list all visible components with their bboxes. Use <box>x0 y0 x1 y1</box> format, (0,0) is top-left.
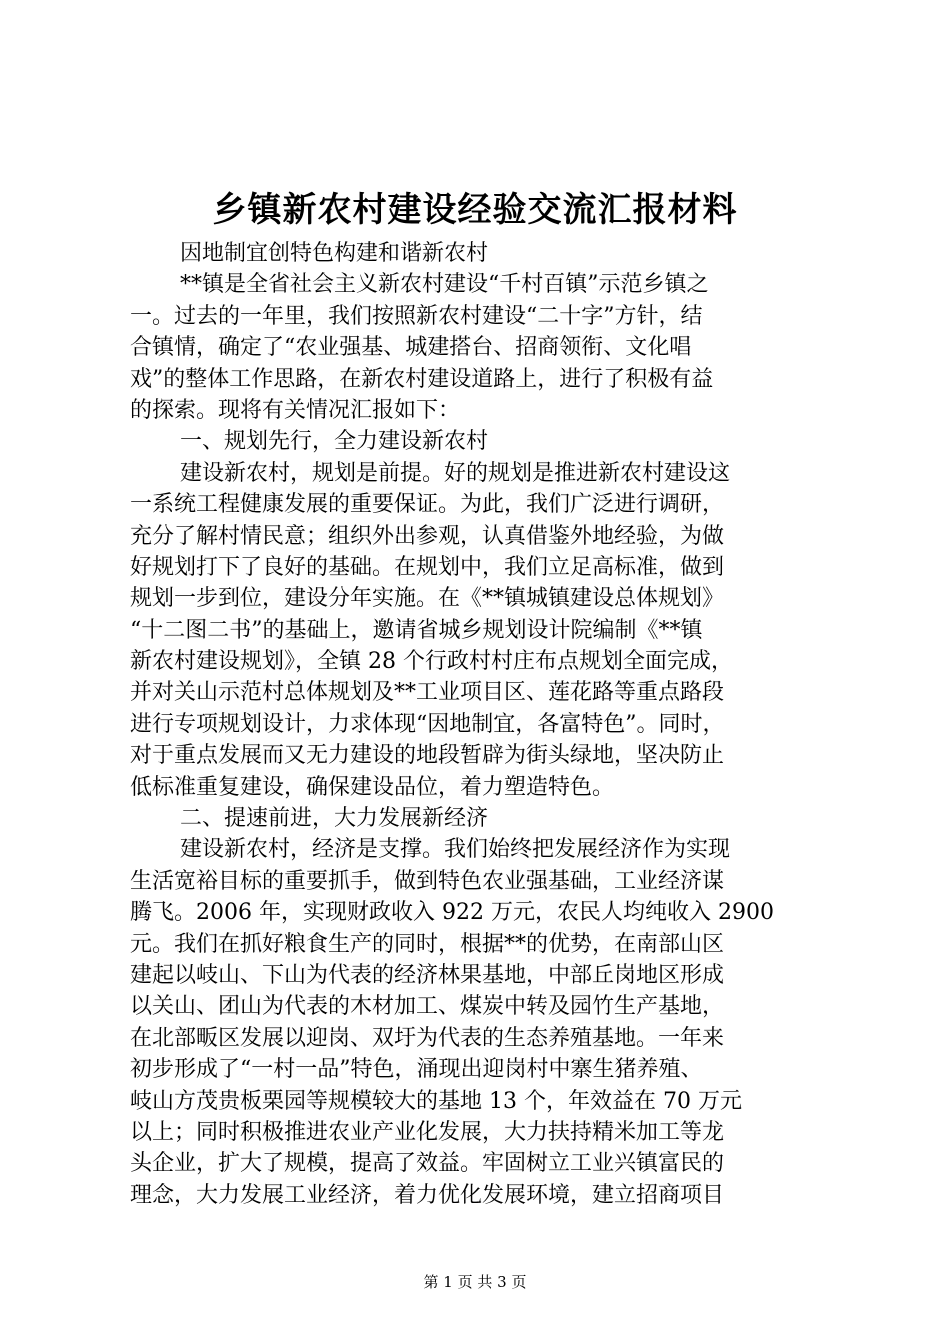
text-line: 岐山方茂贵板栗园等规模较大的基地 13 个，年效益在 70 万元 <box>130 1088 742 1114</box>
text-line: 以上；同时积极推进农业产业化发展，大力扶持精米加工等龙 <box>130 1119 725 1145</box>
text-line: 好规划打下了良好的基础。在规划中，我们立足高标准，做到 <box>130 554 725 580</box>
text-line: 建设新农村，规划是前提。好的规划是推进新农村建设这 <box>180 460 731 486</box>
text-line: 一系统工程健康发展的重要保证。为此，我们广泛进行调研， <box>130 492 725 518</box>
text-line: 元。我们在抓好粮食生产的同时，根据**的优势，在南部山区 <box>130 931 725 957</box>
text-line: 腾飞。2006 年，实现财政收入 922 万元，农民人均纯收入 2900 <box>130 900 774 926</box>
text-line: 低标准重复建设，确保建设品位，着力塑造特色。 <box>130 774 615 800</box>
text-line: 对于重点发展而又无力建设的地段暂辟为街头绿地，坚决防止 <box>130 743 725 769</box>
document-title: 乡镇新农村建设经验交流汇报材料 <box>212 190 738 230</box>
text-line: 规划一步到位，建设分年实施。在《**镇城镇建设总体规划》 <box>130 586 725 612</box>
text-line: 初步形成了“一村一品”特色，涌现出迎岗村中寨生猪养殖、 <box>130 1057 703 1083</box>
text-line: 并对关山示范村总体规划及**工业项目区、莲花路等重点路段 <box>130 680 725 706</box>
text-line: 建设新农村，经济是支撑。我们始终把发展经济作为实现 <box>180 837 731 863</box>
text-line: 在北部畈区发展以迎岗、双圩为代表的生态养殖基地。一年来 <box>130 1025 725 1051</box>
text-line: 充分了解村情民意；组织外出参观，认真借鉴外地经验，为做 <box>130 523 725 549</box>
text-line: 生活宽裕目标的重要抓手，做到特色农业强基础，工业经济谋 <box>130 868 725 894</box>
document-body <box>130 238 830 1211</box>
text-line: 戏”的整体工作思路，在新农村建设道路上，进行了积极有益 <box>130 366 714 392</box>
text-line: 因地制宜创特色构建和谐新农村 <box>180 241 489 266</box>
text-line: 建起以岐山、下山为代表的经济林果基地，中部丘岗地区形成 <box>130 962 725 988</box>
text-line: 理念，大力发展工业经济，着力优化发展环境，建立招商项目 <box>130 1182 725 1208</box>
text-line: 以关山、团山为代表的木材加工、煤炭中转及园竹生产基地， <box>130 994 725 1020</box>
text-line: **镇是全省社会主义新农村建设“千村百镇”示范乡镇之 <box>180 272 709 298</box>
text-line: 的探索。现将有关情况汇报如下： <box>130 397 461 423</box>
text-line: 进行专项规划设计，力求体现“因地制宜，各富特色”。同时， <box>130 711 725 737</box>
text-line: “十二图二书”的基础上，邀请省城乡规划设计院编制《**镇 <box>130 617 703 643</box>
text-line: 一、规划先行，全力建设新农村 <box>180 429 489 455</box>
text-line: 头企业，扩大了规模，提高了效益。牢固树立工业兴镇富民的 <box>130 1151 725 1177</box>
text-line: 二、提速前进，大力发展新经济 <box>180 806 489 832</box>
text-line: 新农村建设规划》，全镇 28 个行政村村庄布点规划全面完成， <box>130 649 733 675</box>
page-footer: 第 1 页 共 3 页 <box>423 1273 527 1291</box>
text-line: 合镇情，确定了“农业强基、城建搭台、招商领衔、文化唱 <box>130 335 692 361</box>
text-line: 一。过去的一年里，我们按照新农村建设“二十字”方针，结 <box>130 303 703 329</box>
